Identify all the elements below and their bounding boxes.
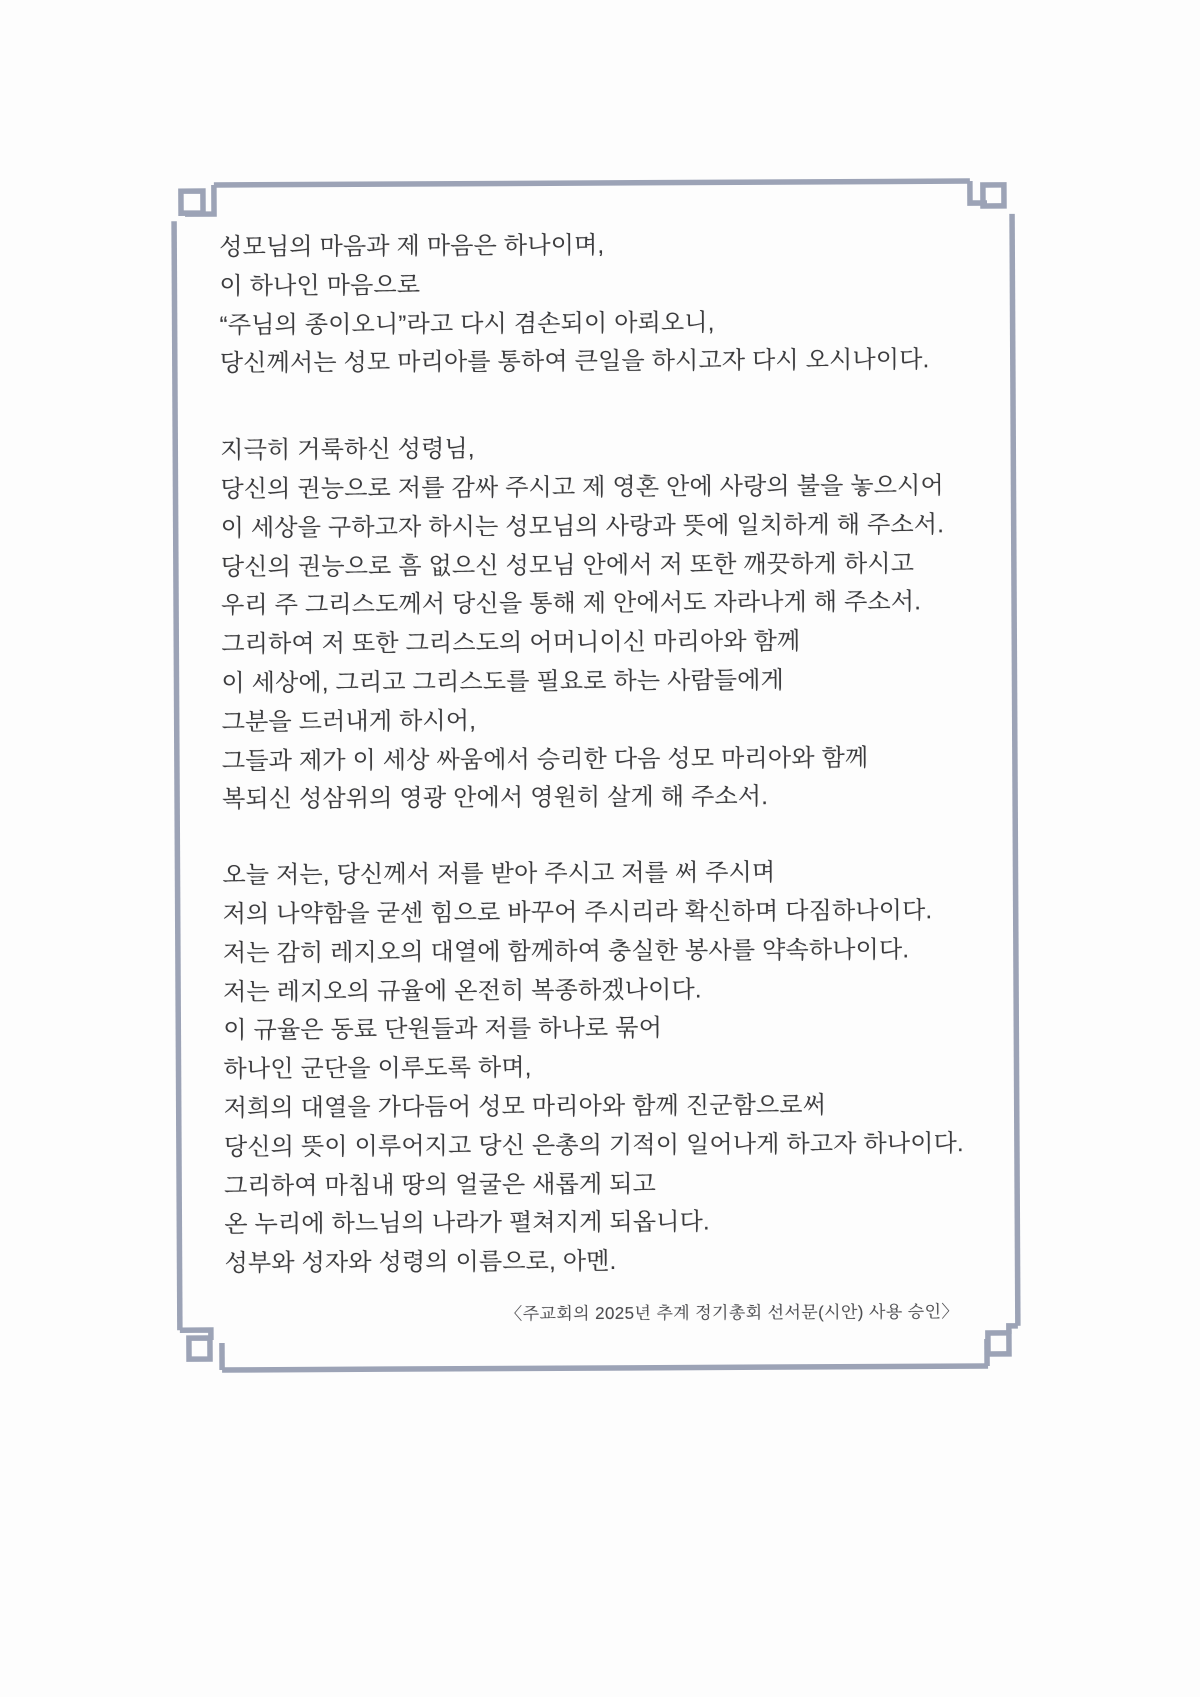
- prayer-line: 이 세상에, 그리고 그리스도를 필요로 하는 사람들에게: [221, 667, 785, 697]
- prayer-line: 이 규율은 동료 단원들과 저를 하나로 묶어: [223, 1015, 663, 1045]
- prayer-line: 그리하여 저 또한 그리스도의 어머니이신 마리아와 함께: [221, 628, 801, 659]
- prayer-line: 당신의 권능으로 저를 감싸 주시고 제 영혼 안에 사랑의 불을 놓으시어: [220, 472, 944, 503]
- frame-corner-square-top-left: [181, 191, 203, 213]
- prayer-text-block: [219, 225, 965, 1284]
- frame-right-line: [1012, 214, 1018, 1326]
- frame-corner-square-bottom-left: [189, 1338, 210, 1359]
- frame-top-line: [214, 181, 970, 185]
- prayer-stanza-2: [220, 428, 962, 820]
- prayer-stanza-1: [219, 225, 960, 384]
- prayer-line: 당신의 뜻이 이루어지고 당신 은총의 기적이 일어나게 하고자 하나이다.: [223, 1129, 964, 1161]
- prayer-line: 저는 레지오의 규율에 온전히 복종하겠나이다.: [223, 976, 702, 1006]
- prayer-line: 그분을 드러내게 하시어,: [221, 707, 477, 736]
- prayer-line: 오늘 저는, 당신께서 저를 받아 주시고 저를 써 주시며: [222, 859, 776, 890]
- prayer-line: 당신의 권능으로 흠 없으신 성모님 안에서 저 또한 깨끗하게 하시고: [220, 549, 915, 581]
- frame-corner-square-bottom-right: [988, 1333, 1009, 1354]
- prayer-line: 온 누리에 하느님의 나라가 펼쳐지게 되옵니다.: [224, 1208, 710, 1239]
- prayer-line: 저의 나약함을 굳센 힘으로 바꾸어 주시리라 확신하며 다짐하나이다.: [222, 897, 933, 928]
- frame-left-line: [174, 221, 180, 1330]
- prayer-line: 하나인 군단을 이루도록 하며,: [223, 1054, 532, 1084]
- prayer-line: 저희의 대열을 가다듬어 성모 마리아와 함께 진군함으로써: [223, 1091, 827, 1122]
- prayer-line: 성부와 성자와 성령의 이름으로, 아멘.: [224, 1248, 617, 1278]
- prayer-line: 복되신 성삼위의 영광 안에서 영원히 살게 해 주소서.: [222, 783, 769, 814]
- prayer-line: “주님의 종이오니”라고 다시 겸손되이 아뢰오니,: [219, 308, 715, 339]
- prayer-stanza-3: [222, 853, 964, 1284]
- prayer-line: 지극히 거룩하신 성령님,: [220, 435, 475, 465]
- prayer-line: 그들과 제가 이 세상 싸움에서 승리한 다음 성모 마리아와 함께: [221, 744, 869, 775]
- prayer-line: 성모님의 마음과 제 마음은 하나이며,: [219, 231, 605, 261]
- prayer-line: 저는 감히 레지오의 대열에 함께하여 충실한 봉사를 약속하나이다.: [222, 936, 910, 967]
- prayer-line: 우리 주 그리스도께서 당신을 통해 제 안에서도 자라나게 해 주소서.: [221, 588, 922, 620]
- prayer-line: 당신께서는 성모 마리아를 통하여 큰일을 하시고자 다시 오시나이다.: [219, 346, 930, 378]
- prayer-line: 이 하나인 마음으로: [219, 271, 421, 300]
- approval-attribution: 〈주교회의 2025년 추계 정기총회 선서문(시안) 사용 승인〉: [505, 1302, 959, 1324]
- prayer-line: 이 세상을 구하고자 하시는 성모님의 사랑과 뜻에 일치하게 해 주소서.: [220, 510, 945, 542]
- prayer-line: 그리하여 마침내 땅의 얼굴은 새롭게 되고: [224, 1170, 657, 1200]
- frame-bottom-line: [222, 1366, 988, 1370]
